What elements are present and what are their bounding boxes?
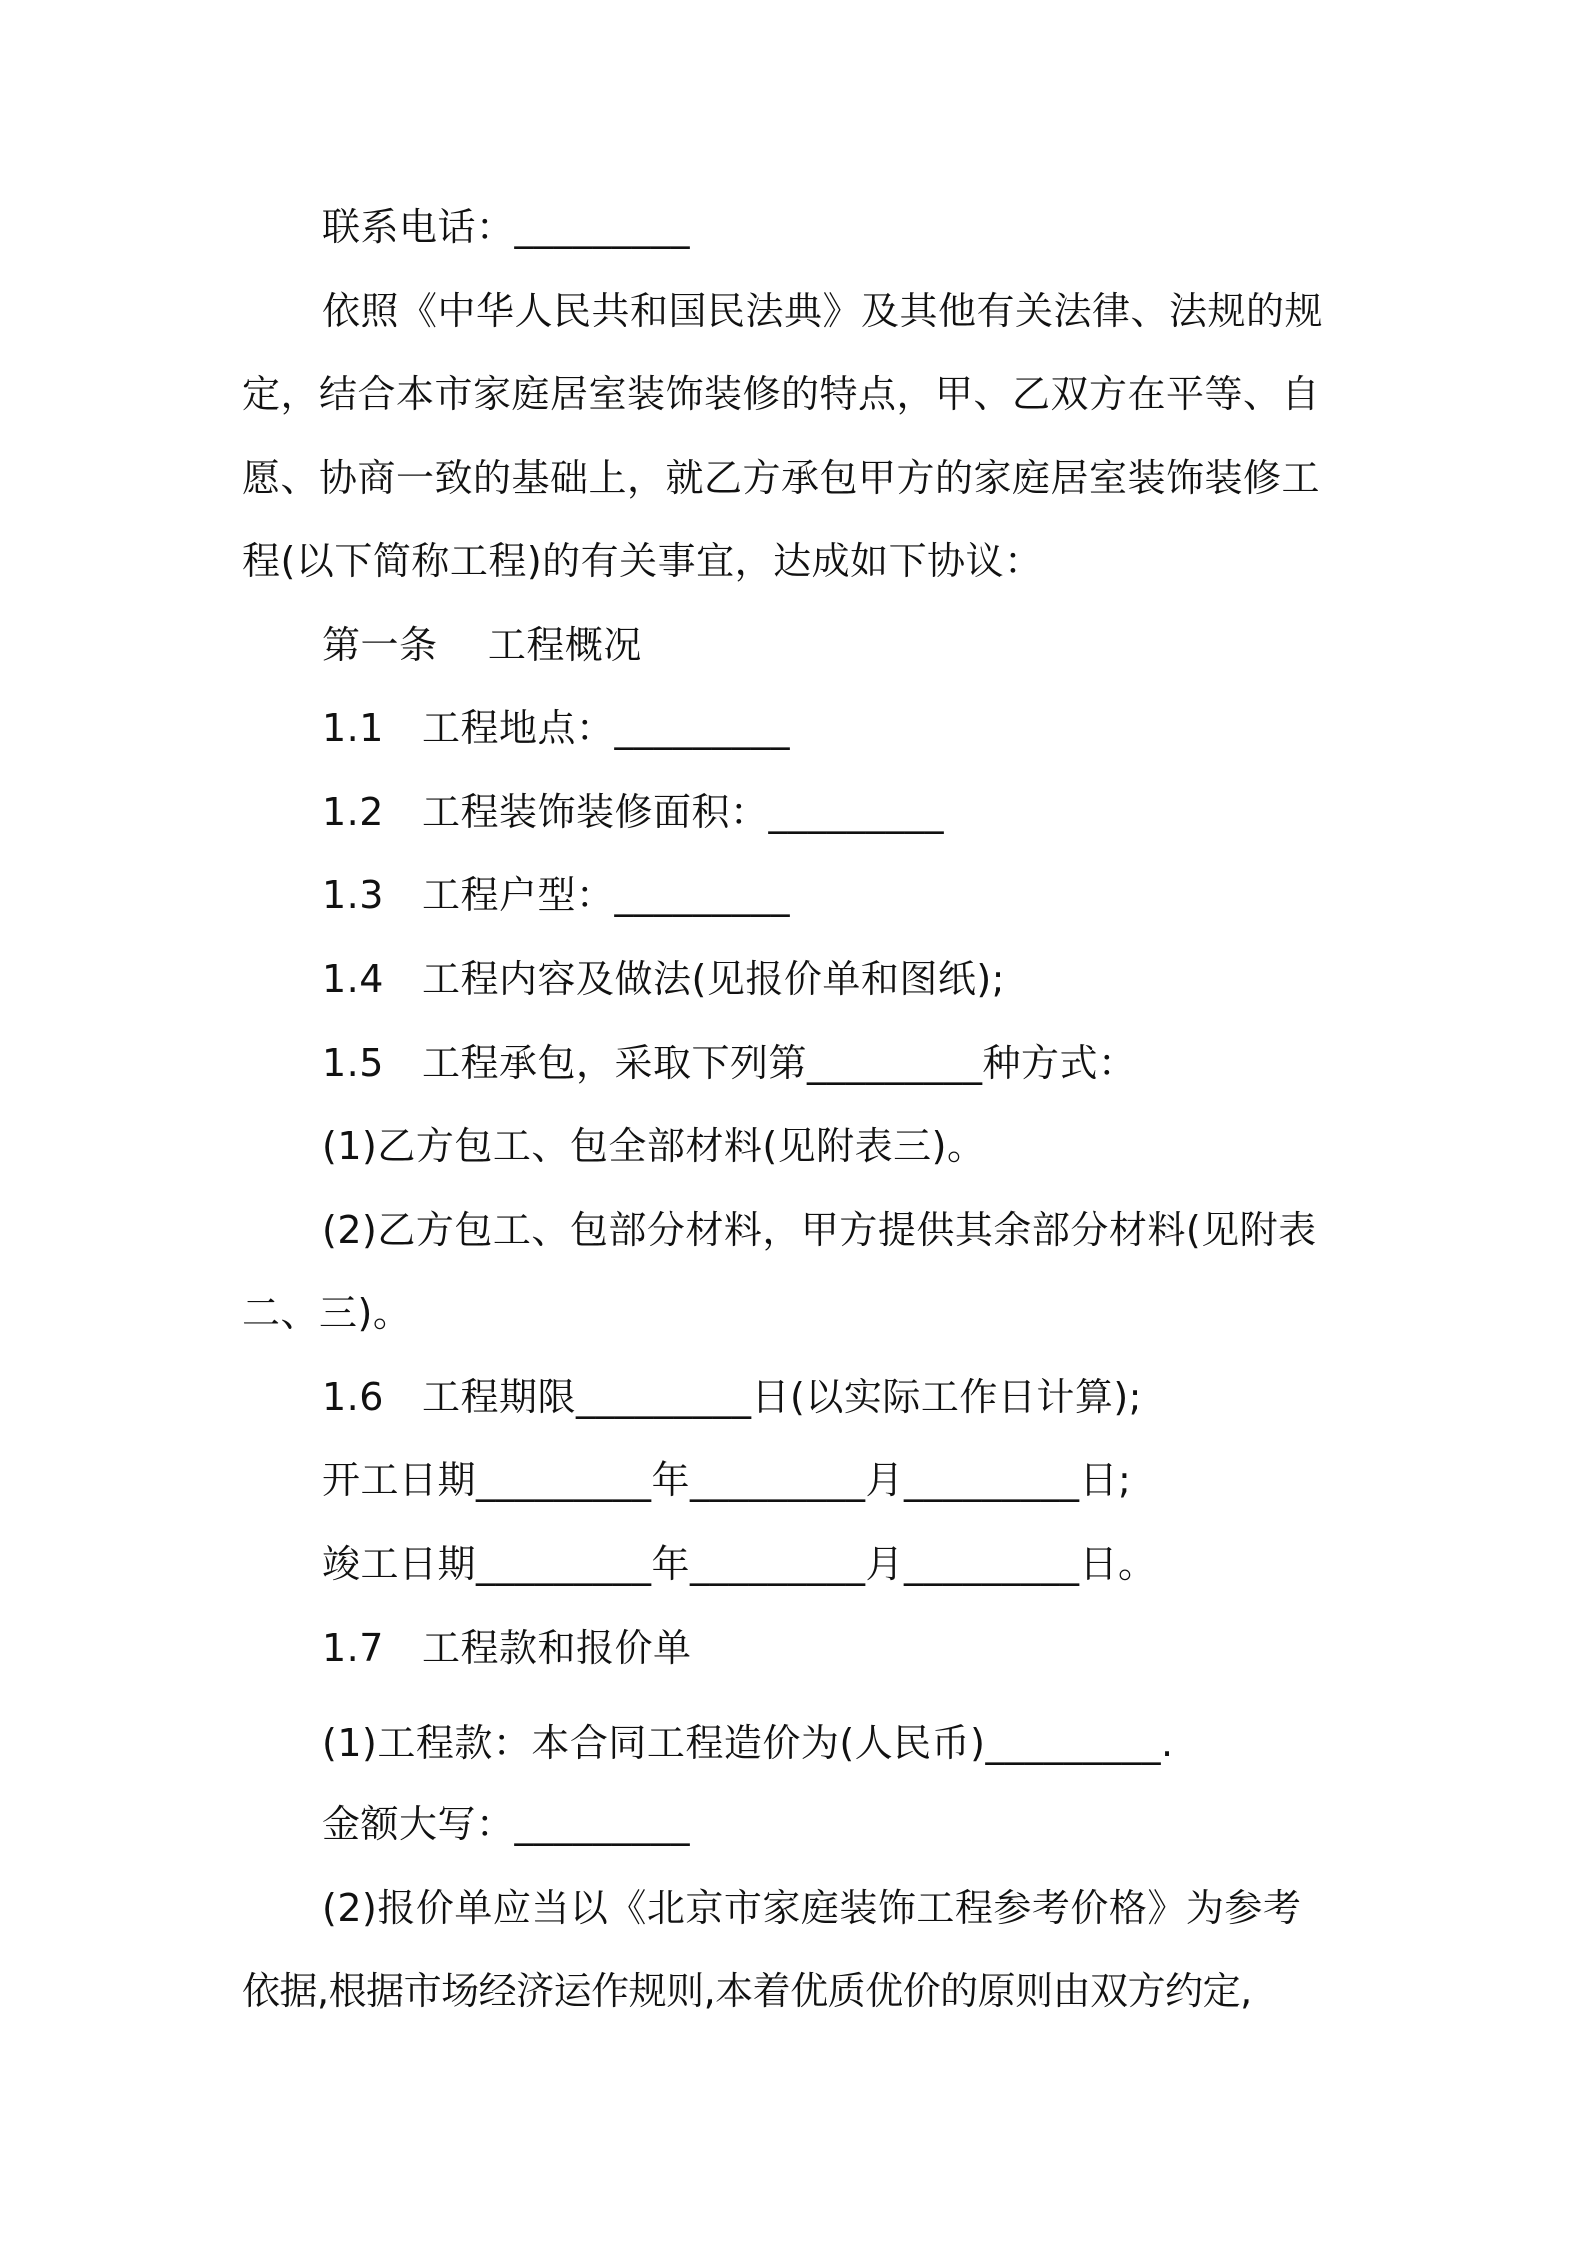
item-1-2-text: 工程装饰装修面积：_________ [422, 790, 945, 834]
contact-phone-line: 联系电话：_________ [322, 205, 691, 249]
item-1-3 [322, 871, 1432, 919]
contract-option-2-line-1: (2)乙方包工、包部分材料，甲方提供其余部分材料(见附表 [322, 1208, 1317, 1252]
intro-paragraph-line-1: 依照《中华人民共和国民法典》及其他有关法律、法规的规 [322, 289, 1324, 333]
item-1-2-number: 1.2 [322, 790, 384, 834]
start-date-line: 开工日期_________年_________月_________日; [322, 1458, 1132, 1502]
item-1-4-number: 1.4 [322, 957, 384, 1001]
item-1-5-text: 工程承包，采取下列第_________种方式： [422, 1041, 1137, 1085]
payment-clause-2-line-2: 依据,根据市场经济运作规则,本着优质优价的原则由双方约定, [242, 1969, 1252, 2013]
item-1-4 [322, 955, 1432, 1003]
intro-paragraph-line-4: 程(以下简称工程)的有关事宜，达成如下协议： [242, 539, 1043, 583]
amount-in-words-line: 金额大写：_________ [322, 1802, 691, 1846]
end-date-line: 竣工日期_________年_________月_________日。 [322, 1542, 1157, 1586]
item-1-6-text: 工程期限_________日(以实际工作日计算); [422, 1375, 1142, 1419]
item-1-6 [322, 1373, 1432, 1421]
item-1-3-number: 1.3 [322, 873, 384, 917]
item-1-7-number: 1.7 [322, 1626, 384, 1670]
item-1-4-text: 工程内容及做法(见报价单和图纸); [422, 957, 1005, 1001]
item-1-7 [322, 1624, 1432, 1672]
item-1-5-number: 1.5 [322, 1041, 384, 1085]
contract-option-2-line-2: 二、三)。 [242, 1291, 412, 1335]
payment-clause-2-line-1: (2)报价单应当以《北京市家庭装饰工程参考价格》为参考 [322, 1886, 1302, 1930]
item-1-6-number: 1.6 [322, 1375, 384, 1419]
contract-option-1: (1)乙方包工、包全部材料(见附表三)。 [322, 1124, 986, 1168]
item-1-2 [322, 788, 1432, 836]
intro-paragraph-line-3: 愿、协商一致的基础上，就乙方承包甲方的家庭居室装饰装修工 [242, 456, 1321, 500]
item-1-7-text: 工程款和报价单 [422, 1626, 692, 1670]
article-1-title: 第一条 工程概况 [322, 623, 642, 667]
item-1-1-number: 1.1 [322, 706, 384, 750]
payment-clause-1: (1)工程款：本合同工程造价为(人民币)_________. [322, 1721, 1174, 1765]
item-1-1 [322, 704, 1432, 752]
item-1-5 [322, 1039, 1432, 1087]
intro-paragraph-line-2: 定，结合本市家庭居室装饰装修的特点，甲、乙双方在平等、自 [242, 372, 1321, 416]
item-1-1-text: 工程地点：_________ [422, 706, 791, 750]
item-1-3-text: 工程户型：_________ [422, 873, 791, 917]
